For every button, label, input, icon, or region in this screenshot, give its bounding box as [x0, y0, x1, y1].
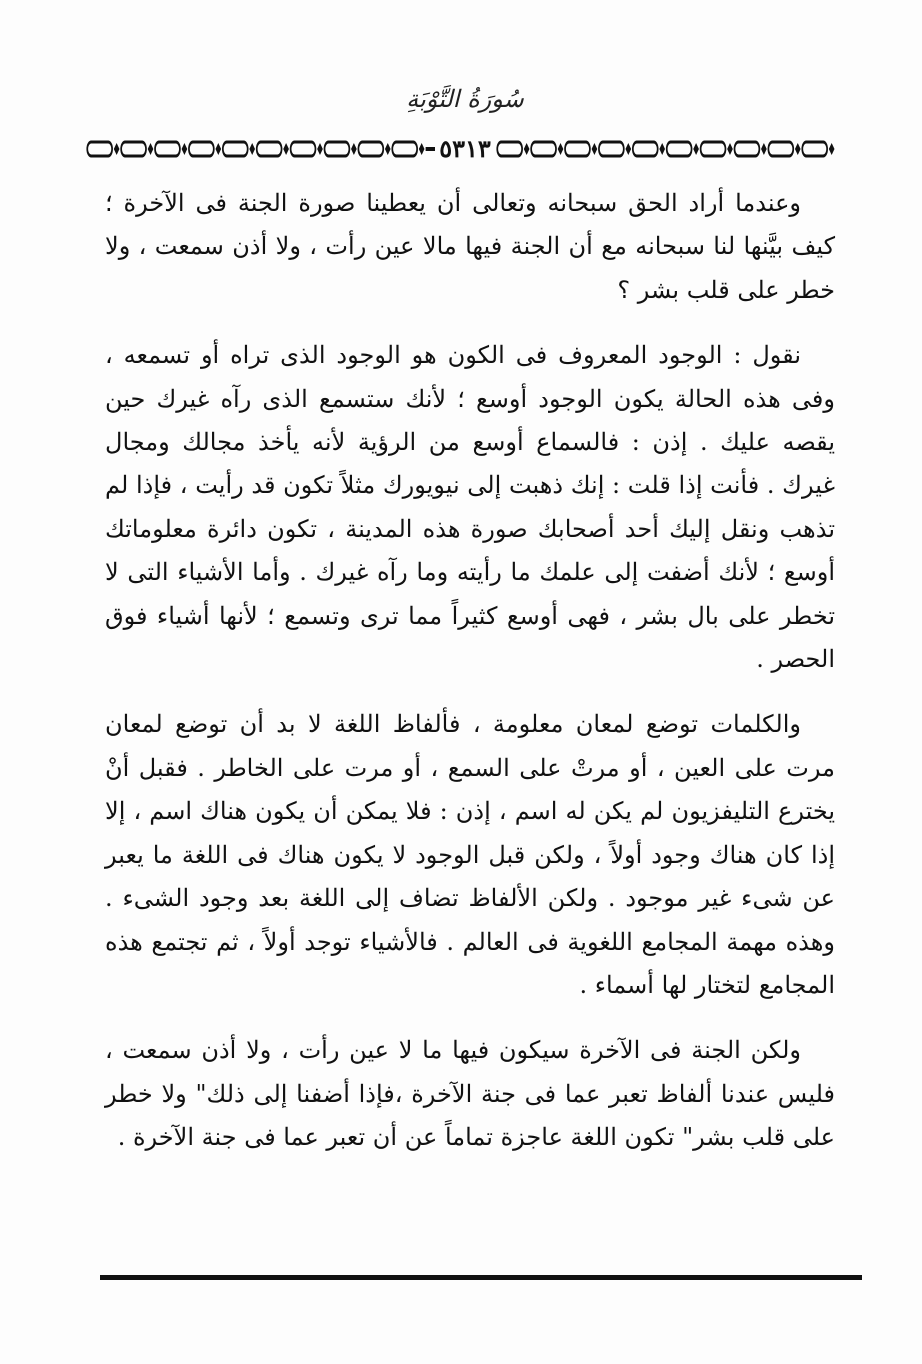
page-header: [85, 85, 845, 175]
paragraph: والكلمات توضع لمعان معلومة ، فألفاظ اللغة لا بد أن توضع لمعان مرت على العين ، أو مرتْ على السمع ، أو مرت على الخاطر . فقبل أنْ يخترع التليفزيون لم يكن له اسم ، إذن : فلا يمكن أن يكون هناك اسم ، إلا إذا كان هناك وجود أولاً ، ولكن قبل الوجود لا يكون هناك فى اللغة ما يعبر عن شىء غير موجود . ولكن الألفاظ تضاف إلى اللغة بعد وجود الشىء . وهذه مهمة المجامع اللغوية فى العالم . فالأشياء توجد أولاً ، ثم تجتمع هذه المجامع لتختار لها أسماء .: [105, 710, 835, 999]
bottom-rule: [100, 1275, 862, 1280]
ornamental-border: [85, 134, 845, 163]
body-text: [105, 182, 835, 1160]
chain-ornament-icon: [85, 137, 435, 161]
surah-title: سُورَةُ التَّوْبَةِ: [406, 85, 524, 113]
paragraph: ولكن الجنة فى الآخرة سيكون فيها ما لا عين رأت ، ولا أذن سمعت ، فليس عندنا ألفاظ تعبر عما فى جنة الآخرة ،فإذا أضفنا إلى ذلك" ولا خطر على قلب بشر" تكون اللغة عاجزة تماماً عن أن تعبر عما فى جنة الآخرة .: [105, 1036, 835, 1152]
page-number: ٥٣١٣: [435, 137, 495, 161]
paragraph: وعندما أراد الحق سبحانه وتعالى أن يعطينا صورة الجنة فى الآخرة ؛ كيف بيَّنها لنا سبحانه مع أن الجنة فيها مالا عين رأت ، ولا أذن سمعت ، ولا خطر على قلب بشر ؟: [105, 189, 835, 304]
paragraph: نقول : الوجود المعروف فى الكون هو الوجود الذى تراه أو تسمعه ، وفى هذه الحالة يكون الوجود أوسع ؛ لأنك ستسمع الذى رآه غيرك حين يقصه عليك . إذن : فالسماع أوسع من الرؤية لأنه يأخذ مجالك ومجال غيرك . فأنت إذا قلت : إنك ذهبت إلى نيويورك مثلاً تكون قد رأيت ، فإذا لم تذهب ونقل إليك أحد أصحابك صورة هذه المدينة ، تكون دائرة معلوماتك أوسع ؛ لأنك أضفت إلى علمك ما رأيته وما رآه غيرك . وأما الأشياء التى لا تخطر على بال بشر ، فهى أوسع كثيراً مما ترى وتسمع ؛ لأنها أشياء فوق الحصر .: [105, 341, 836, 674]
chain-ornament-icon: [495, 137, 845, 161]
